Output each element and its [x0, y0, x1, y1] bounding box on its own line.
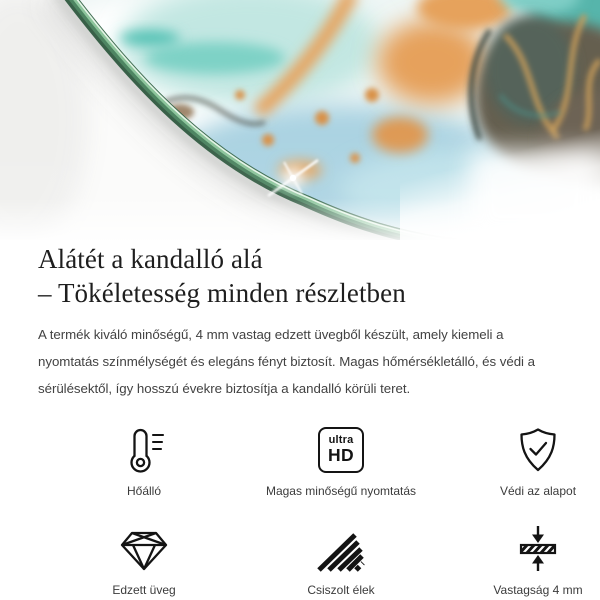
feature-label: Védi az alapot	[499, 483, 577, 498]
feature-polished-edges	[234, 524, 448, 597]
title-line-1: Alátét a kandalló alá	[38, 244, 263, 274]
title-line-2: – Tökéletesség minden részletben	[38, 278, 406, 309]
feature-tempered-glass	[54, 524, 234, 597]
page-title	[38, 242, 562, 310]
thickness-icon	[518, 524, 558, 572]
feature-thickness	[448, 524, 600, 597]
feature-heat-resistant	[54, 425, 234, 498]
feature-label: Csiszolt élek	[307, 582, 375, 597]
glass-underlay-image	[0, 0, 600, 240]
feature-label: Vastagság 4 mm	[493, 582, 583, 597]
feature-ultra-hd-print	[234, 425, 448, 498]
ultra-hd-icon	[318, 425, 364, 473]
product-description-text: A termék kiváló minőségű, 4 mm vastag edzett üvegből készült, amely kiemeli a nyomtatás színmélységét és elegáns fényt biztosít. Magas hőmérsékletálló, és védi a sérülésektől, így hosszú évekre biztosítja a kandalló körüli teret.	[38, 327, 535, 396]
feature-label: Magas minőségű nyomtatás	[265, 483, 417, 498]
beveled-edge-icon	[317, 524, 365, 572]
feature-protects-base	[448, 425, 600, 498]
uhd-icon-text-top: ultra	[328, 433, 354, 446]
feature-label: Hőálló	[126, 483, 162, 498]
diamond-icon	[119, 524, 169, 572]
thermometer-icon	[122, 425, 166, 473]
uhd-icon-text-bottom: HD	[327, 444, 355, 465]
shield-check-icon	[517, 425, 559, 473]
product-description-section	[0, 242, 600, 597]
feature-grid	[38, 425, 583, 597]
product-photo	[0, 0, 600, 240]
feature-label: Edzett üveg	[112, 582, 176, 597]
